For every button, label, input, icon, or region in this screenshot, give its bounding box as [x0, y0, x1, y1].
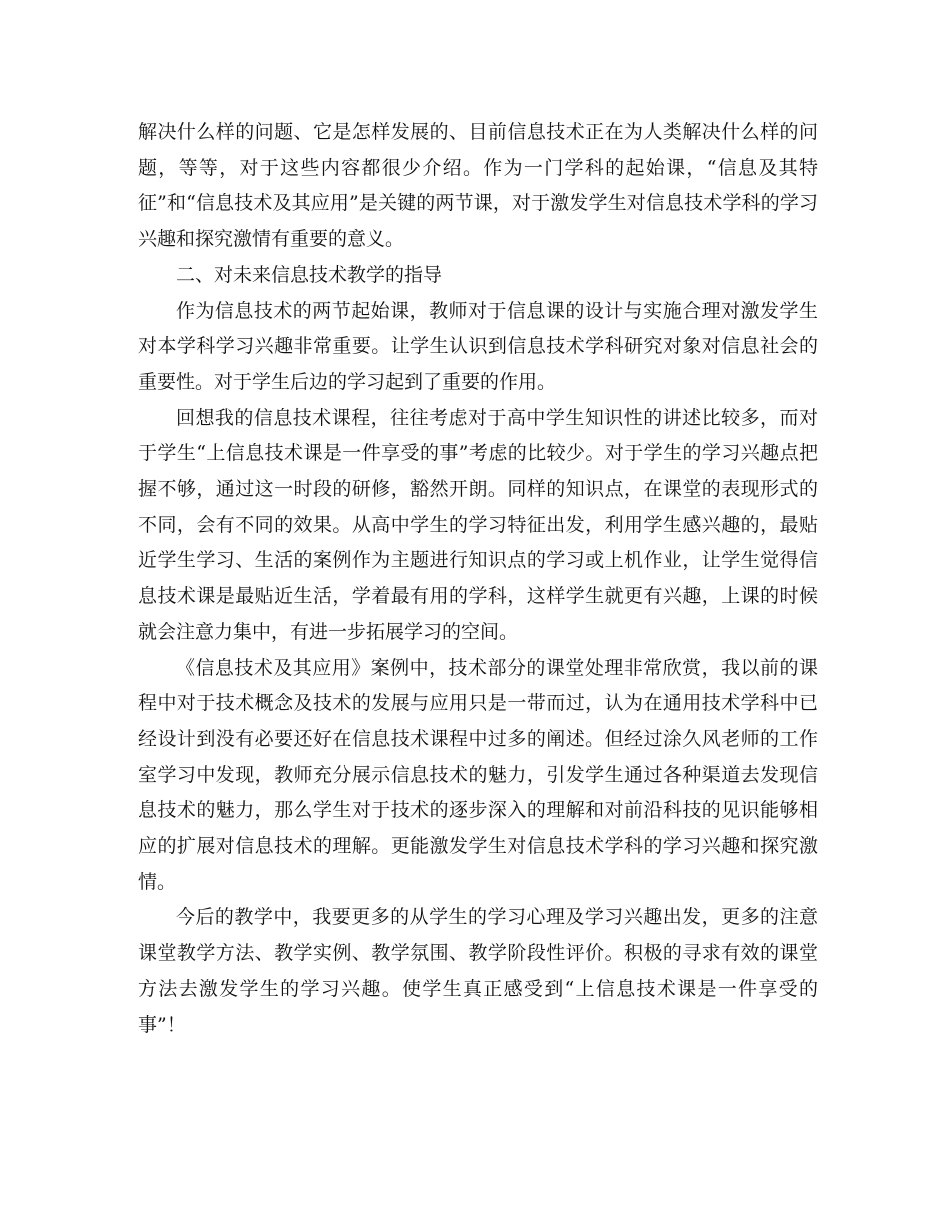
section-heading-future-teaching: 二、对未来信息技术教学的指导	[176, 263, 443, 286]
paragraph-intro-continuation: 解决什么样的问题、它是怎样发展的、目前信息技术正在为人类解决什么样的问题，等等，对于这些内容都很少介绍。作为一门学科的起始课，“信息及其特征”和“信息技术及其应用”是关键的两节课，对于激发学生对信息技术学科的学习兴趣和探究激情有重要的意义。	[138, 121, 818, 251]
document-body	[138, 115, 818, 1043]
paragraph-opening-lessons: 作为信息技术的两节起始课，教师对于信息课的设计与实施合理对激发学生对本学科学习兴趣非常重要。让学生认识到信息技术学科研究对象对信息社会的重要性。对于学生后边的学习起到了重要的作用。	[138, 299, 818, 393]
paragraph-future-plans: 今后的教学中，我要更多的从学生的学习心理及学习兴趣出发，更多的注意课堂教学方法、教学实例、教学氛围、教学阶段性评价。积极的寻求有效的课堂方法去激发学生的学习兴趣。使学生真正感受到“上信息技术课是一件享受的事”！	[138, 906, 818, 1036]
paragraph-case-study: 《信息技术及其应用》案例中，技术部分的课堂处理非常欣赏，我以前的课程中对于技术概念及技术的发展与应用只是一带而过，认为在通用技术学科中已经设计到没有必要还好在信息技术课程中过多的阐述。但经过涂久风老师的工作室学习中发现，教师充分展示信息技术的魅力，引发学生通过各种渠道去发现信息技术的魅力，那么学生对于技术的逐步深入的理解和对前沿科技的见识能够相应的扩展对信息技术的理解。更能激发学生对信息技术学科的学习兴趣和探究激情。	[138, 656, 818, 893]
paragraph-reflection: 回想我的信息技术课程，往往考虑对于高中学生知识性的讲述比较多，而对于学生“上信息技术课是一件享受的事”考虑的比较少。对于学生的学习兴趣点把握不够，通过这一时段的研修，豁然开朗。同样的知识点，在课堂的表现形式的不同，会有不同的效果。从高中学生的学习特征出发，利用学生感兴趣的，最贴近学生学习、生活的案例作为主题进行知识点的学习或上机作业，让学生觉得信息技术课是最贴近生活，学着最有用的学科，这样学生就更有兴趣，上课的时候就会注意力集中，有进一步拓展学习的空间。	[138, 406, 818, 643]
